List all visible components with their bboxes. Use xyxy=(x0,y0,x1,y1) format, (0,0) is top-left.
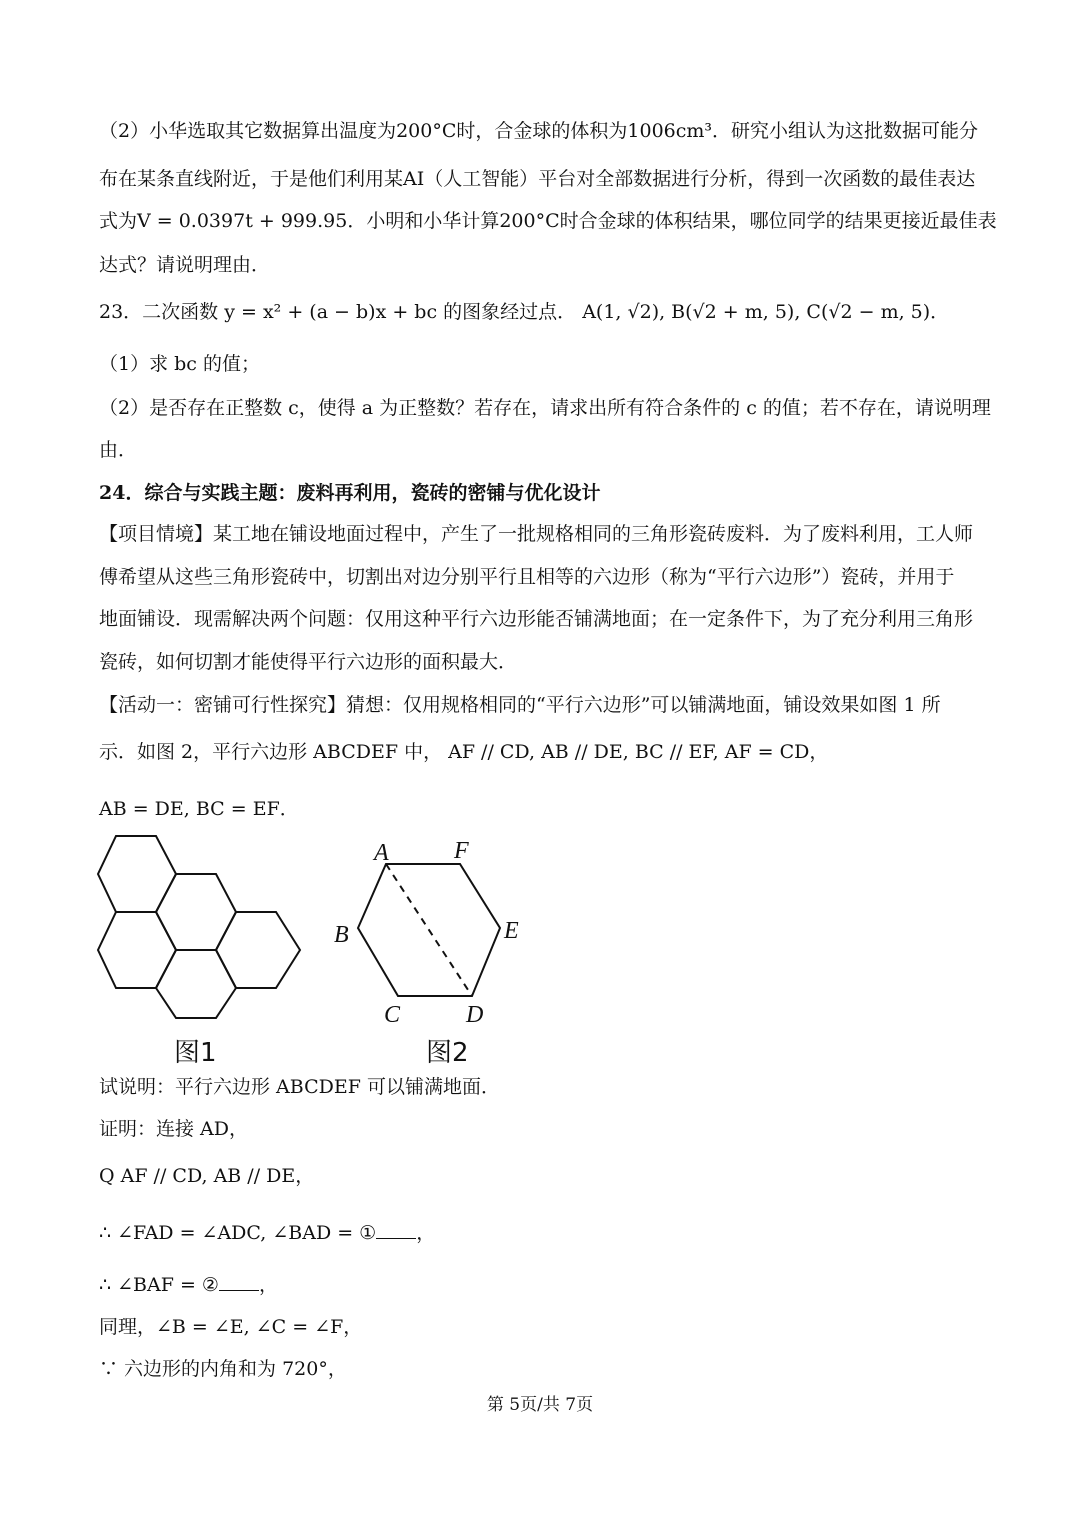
para-22-2-line1: （2）小华选取其它数据算出温度为200°C时，合金球的体积为1006cm³．研究小组认为这批数据可能分 xyxy=(99,120,979,142)
answer-blank-2[interactable] xyxy=(219,1272,259,1291)
proof-line-1: Q AF // CD, AB // DE， xyxy=(99,1165,315,1187)
label-f: F xyxy=(454,838,469,864)
question-23: 23．二次函数 y = x² + (a − b)x + bc 的图象经过点． A(1, √2), B(√2 + m, 5), C(√2 − m, 5)． xyxy=(99,301,950,323)
label-d: D xyxy=(466,1002,484,1026)
label-b: B xyxy=(334,922,349,948)
figure-2-caption: 图2 xyxy=(426,1038,469,1068)
question-23-part2-line2: 由． xyxy=(99,439,138,461)
question-24-background-line3: 地面铺设．现需解决两个问题：仅用这种平行六边形能否铺满地面；在一定条件下，为了充分利用三角形 xyxy=(99,608,974,630)
page-footer: 第 5页/共 7页 xyxy=(486,1395,594,1415)
activity-1-line2: 示．如图 2，平行六边形 ABCDEF 中， AF // CD, AB // DE, BC // EF, AF = CD， xyxy=(99,741,829,763)
proof-line-4: 同理，∠B = ∠E, ∠C = ∠F， xyxy=(99,1316,363,1338)
question-23-part2-line1: （2）是否存在正整数 c，使得 a 为正整数？若存在，请求出所有符合条件的 c 的值；若不存在，请说明理 xyxy=(99,397,991,419)
activity-1-line1: 【活动一：密铺可行性探究】猜想：仅用规格相同的“平行六边形”可以铺满地面，铺设效果如图 1 所 xyxy=(99,694,941,716)
figure-1-caption: 图1 xyxy=(174,1038,217,1068)
proof-line-5: ∵ 六边形的内角和为 720°， xyxy=(99,1358,347,1380)
proof-line-3 xyxy=(99,1272,984,1298)
question-24-background-line2: 傅希望从这些三角形瓷砖中，切割出对边分别平行且相等的六边形（称为“平行六边形”）瓷砖，并用于 xyxy=(99,566,955,588)
question-24-background-line1: 【项目情境】某工地在铺设地面过程中，产生了一批规格相同的三角形瓷砖废料．为了废料利用，工人师 xyxy=(99,523,974,545)
activity-1-line3: AB = DE, BC = EF． xyxy=(99,798,299,820)
tile-hexagon xyxy=(98,836,176,912)
tile-hexagon xyxy=(98,912,176,988)
para-22-2-line2: 布在某条直线附近，于是他们利用某AI（人工智能）平台对全部数据进行分析，得到一次函数的最佳表达 xyxy=(99,168,976,190)
try-explain: 试说明：平行六边形 ABCDEF 可以铺满地面． xyxy=(99,1076,500,1098)
proof-line-3-text: ∴ ∠BAF = ② xyxy=(99,1274,219,1296)
para-22-2-line4: 达式？请说明理由． xyxy=(99,254,271,276)
proof-line-2-text: ∴ ∠FAD = ∠ADC, ∠BAD = ① xyxy=(99,1222,377,1244)
tile-hexagon xyxy=(156,950,236,1018)
figure-2-hexagon-abcdef xyxy=(330,836,530,1026)
proof-line-3-comma: ， xyxy=(258,1274,278,1296)
proof-line-0: 证明：连接 AD， xyxy=(99,1118,248,1140)
diagonal-ad xyxy=(386,864,472,996)
label-c: C xyxy=(384,1002,401,1026)
proof-line-2-comma: ， xyxy=(416,1222,436,1244)
para-22-2-line3: 式为V = 0.0397t + 999.95．小明和小华计算200°C时合金球的体积结果，哪位同学的结果更接近最佳表 xyxy=(99,210,997,232)
label-a: A xyxy=(374,840,389,866)
tile-hexagon xyxy=(156,874,236,950)
label-e: E xyxy=(504,918,519,944)
tile-hexagon xyxy=(216,912,300,988)
question-23-part1: （1）求 bc 的值； xyxy=(99,353,260,375)
answer-blank-1[interactable] xyxy=(376,1220,416,1239)
proof-line-2 xyxy=(99,1220,984,1246)
question-24-background-line4: 瓷砖，如何切割才能使得平行六边形的面积最大． xyxy=(99,651,518,673)
figure-1-hexagon-tiling xyxy=(96,832,308,1020)
question-24-title: 24．综合与实践主题：废料再利用，瓷砖的密铺与优化设计 xyxy=(99,482,601,504)
